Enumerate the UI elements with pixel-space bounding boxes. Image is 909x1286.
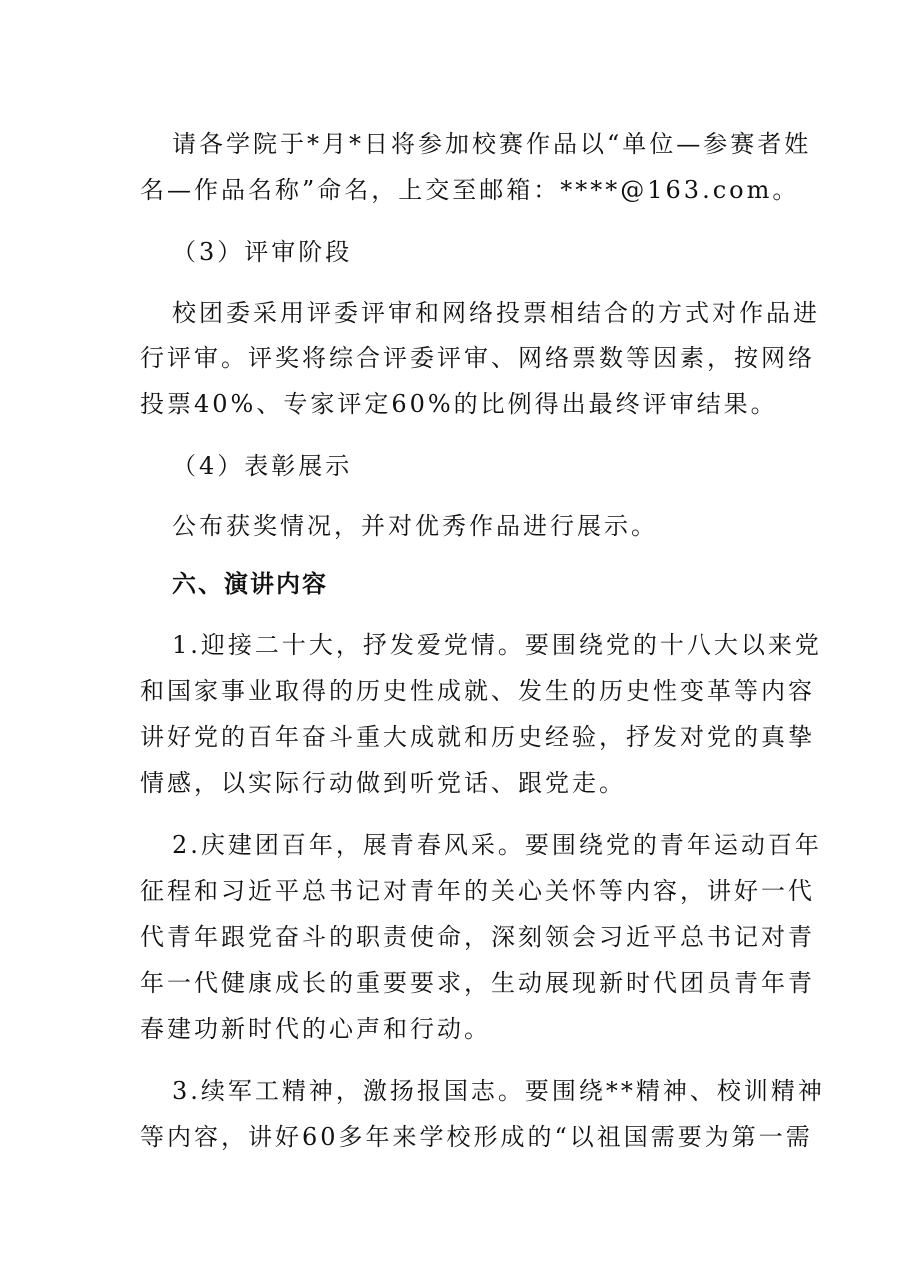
paragraph-submission-line-2: 名—作品名称”命名，上交至邮箱：****@163.com。	[140, 176, 800, 204]
paragraph-review-line-2: 行评审。评奖将综合评委评审、网络票数等因素，按网络	[140, 344, 815, 372]
item-1-line-1: 1.迎接二十大，抒发爱党情。要围绕党的十八大以来党	[172, 631, 822, 659]
item-2-line-5: 春建功新时代的心声和行动。	[140, 1015, 491, 1043]
paragraph-review-line-3: 投票40%、专家评定60%的比例得出最终评审结果。	[140, 390, 778, 418]
item-2-line-4: 年一代健康成长的重要要求，生动展现新时代团员青年青	[140, 969, 815, 997]
item-2-line-1: 2.庆建团百年，展青春风采。要围绕党的青年运动百年	[172, 831, 822, 859]
item-1-line-2: 和国家事业取得的历史性成就、发生的历史性变革等内容	[140, 677, 815, 705]
item-2-line-2: 征程和习近平总书记对青年的关心关怀等内容，讲好一代	[140, 877, 815, 905]
subheading-award-display: （4）表彰展示	[172, 452, 353, 480]
item-1-line-3: 讲好党的百年奋斗重大成就和历史经验，抒发对党的真挚	[140, 723, 815, 751]
item-2-line-3: 代青年跟党奋斗的职责使命，深刻领会习近平总书记对青	[140, 923, 815, 951]
section-heading-speech-content: 六、演讲内容	[172, 570, 328, 598]
paragraph-submission-line-1: 请各学院于*月*日将参加校赛作品以“单位—参赛者姓	[172, 130, 812, 158]
item-3-line-1: 3.续军工精神，激扬报国志。要围绕**精神、校训精神	[172, 1077, 825, 1105]
paragraph-award-line-1: 公布获奖情况，并对优秀作品进行展示。	[172, 512, 658, 540]
subheading-review-stage: （3）评审阶段	[172, 238, 353, 266]
item-1-line-4: 情感，以实际行动做到听党话、跟党走。	[140, 769, 626, 797]
item-3-line-2: 等内容，讲好60多年来学校形成的“以祖国需要为第一需	[140, 1123, 813, 1151]
paragraph-review-line-1: 校团委采用评委评审和网络投票相结合的方式对作品进	[172, 299, 820, 327]
